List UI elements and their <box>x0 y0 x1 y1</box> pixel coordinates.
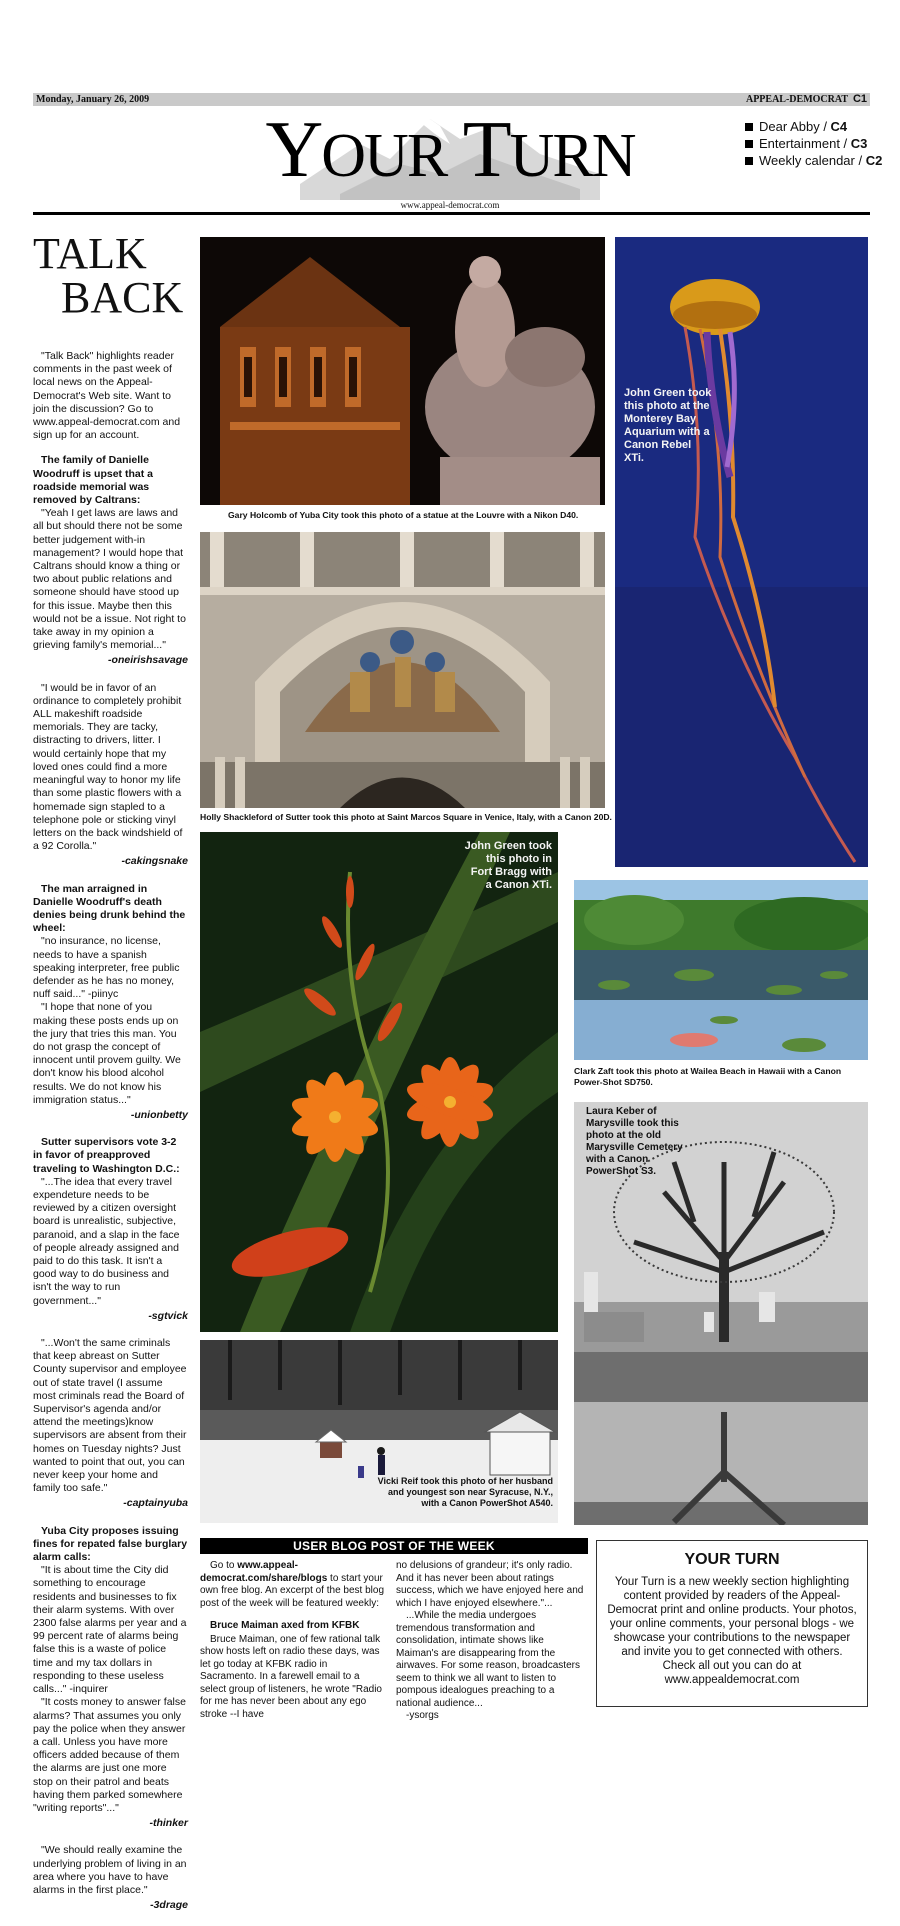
photo-jellyfish[interactable] <box>615 237 868 867</box>
comment-text: "Yeah I get laws are laws and all but should there not be some better judgement with-in management? I would hope that Caltrans should know a thing or two about public relations and someone should have stood up for this issue. Maybe then this would not be a issue. Not right to take away in my opinion a grieving family's memorial..." <box>33 507 186 652</box>
photo-caption-overlay: John Green took this photo at the Monterey Bay Aquarium with a Canon Rebel XTi. <box>624 387 712 464</box>
comment-text: "...Won't the same criminals that keep abreast on Sutter County supervisor and employee out of state travel (I assume most criminals read the Board of Supervisor's agenda and/or attend the meetings)know supervisors are absent from their homes on Tuesday nights? Just wanted to point that out, you can never keep your home and family too safe." <box>33 1337 187 1495</box>
comment-text: "It costs money to answer false alarms? That assumes you only pay the police when they answer a call. Unless you have more officers added because of them the alarms are just one more stop on their patrol and beats having them parked somewhere "writing reports"..." <box>33 1696 186 1814</box>
topic-heading: Sutter supervisors vote 3-2 in favor of preapproved traveling to Washington D.C.: <box>33 1136 180 1175</box>
topic-heading: Yuba City proposes issuing fines for repated false burglary alarm calls: <box>33 1524 188 1564</box>
comment-text: "I would be in favor of an ordinance to completely prohibit ALL makeshift roadside memorials. They are tacky, distracting to drivers, litter. I would certainly hope that my loved ones could find a more meaningful way to honor my life than some plastic flowers with a homemade sign stapled to a telephone pole or sticking vinyl letters on the back windshield of a 92 Corolla." <box>33 681 183 853</box>
your-turn-box-text: Your Turn is a new weekly section highlighting content provided by readers of the Appeal-Democrat print and online products. Your photos, your online comments, your personal blogs - we showcase your contributions to the newspaper and invite you to get connected with others. Check all out you can do at www.appealdemocrat.com <box>607 1576 857 1686</box>
photo-caption: Gary Holcomb of Yuba City took this photo of a statue at the Louvre with a Nikon D40. <box>228 510 579 520</box>
photo-louvre-statue[interactable] <box>200 237 605 505</box>
photo-cemetery[interactable] <box>574 1102 868 1525</box>
comment-text: "We should really examine the underlying problem of living in an area where you have to have alarms in the first place." <box>33 1844 187 1896</box>
talk-back-title: TALK BACK <box>33 229 184 322</box>
blog-author: -ysorgs <box>406 1710 439 1721</box>
page-number: C1 <box>852 93 867 105</box>
blog-column-1 <box>200 1560 385 1721</box>
comment-author: -captainyuba <box>123 1497 188 1510</box>
blog-body: no delusions of grandeur; it's only radio. And it has never been about ratings success, which we have enjoyed here and which I have enjoyed elsewhere."... <box>396 1560 584 1609</box>
blog-body: Bruce Maiman, one of few rational talk show hosts left on radio these days, was let go today at KFBK radio in Sacramento. In a farewell email to a select group of listeners, he wrote "Radio for me has never been about any ego stroke --I have <box>200 1633 382 1720</box>
section-link-entertainment[interactable]: Entertainment / C3 <box>745 135 885 152</box>
your-turn-box-title: YOUR TURN <box>684 1551 780 1568</box>
masthead-rule <box>33 212 870 215</box>
photo-snow-family[interactable] <box>200 1340 558 1523</box>
photo-hawaii-pond[interactable] <box>574 880 868 1060</box>
comment-text: "...The idea that every travel expendeture needs to be reviewed by a citizen oversight board is unrealistic, subjective, paranoid, and a slap in the face of people already assigned and paid to do this task. It isn't a good way to do business and isn't the way to run government..." <box>33 1175 180 1307</box>
section-link-dear-abby[interactable]: Dear Abby / C4 <box>745 118 885 135</box>
photo-caption-overlay: John Green took this photo in Fort Bragg with a Canon XTi. <box>464 840 552 891</box>
topic-heading: The family of Danielle Woodruff is upset that a roadside memorial was removed by Caltrans: <box>33 454 153 507</box>
comment-author: -oneirishsavage <box>108 654 188 667</box>
photo-caption-overlay: Vicki Reif took this photo of her husband and youngest son near Syracuse, N.Y., with a Canon PowerShot A540. <box>377 1476 553 1508</box>
blog-column-2 <box>396 1560 588 1723</box>
blog-section-header: USER BLOG POST OF THE WEEK <box>200 1538 588 1554</box>
blog-body: ...While the media undergoes tremendous transformation and consolidation, intimate shows like Maiman's are disappearing from the airwaves. For some reason, broadcasters seem to think we all want to listen to pompous idealogues preaching to a national audience... <box>396 1610 580 1709</box>
issue-date: Monday, January 26, 2009 <box>36 94 150 105</box>
comment-author: -cakingsnake <box>121 855 188 868</box>
comment-text: "I hope that none of you making these posts ends up on the jury that tries this man. You do not grasp the concept of innocent until provem guilty. We don't know his blood alcohol results. We do not know his immigration status..." <box>33 1001 181 1106</box>
comment-author: -3drage <box>150 1899 188 1912</box>
comment-author: -unionbetty <box>130 1108 188 1121</box>
blog-link[interactable]: www.appeal-democrat.com/share/blogs <box>200 1560 328 1584</box>
comment-text: "It is about time the City did something to encourage residents and businesses to fix their alarm systems. With over 2300 false alarms per year and a 99 percent rate of alarms being false this is a waste of police time and my tax dollars in responding to these useless calls..." -inquirer <box>33 1564 187 1696</box>
bullet-square-icon <box>745 140 753 148</box>
photo-caption: Clark Zaft took this photo at Wailea Beach in Hawaii with a Canon Power-Shot SD750. <box>574 1066 842 1087</box>
sections-index <box>745 118 885 169</box>
your-turn-info-box <box>596 1540 868 1707</box>
comment-author: -sgtvick <box>148 1309 188 1322</box>
paper-name: APPEAL-DEMOCRAT <box>745 94 848 105</box>
comment-text: "no insurance, no license, needs to have a spanish speaking interpreter, free public defender as he has no money, nuff said..." -piinyc <box>33 935 180 1001</box>
blog-intro: Go to www.appeal-democrat.com/share/blogs to start your own free blog. An excerpt of the best blog post of the week will be featured weekly: <box>200 1560 385 1609</box>
topic-heading: The man arraigned in Danielle Woodruff's death denies being drunk behind the wheel: <box>33 882 186 935</box>
talk-back-intro: "Talk Back" highlights reader comments in the past week of local news on the Appeal-Democrat's Web site. Want to join the discussion? Go to www.appeal-democrat.com and sign up for an account. <box>33 350 181 442</box>
photo-venice-square[interactable] <box>200 532 605 808</box>
website-url[interactable]: www.appeal-democrat.com <box>400 200 500 210</box>
blog-headline: Bruce Maiman axed from KFBK <box>210 1620 360 1631</box>
section-link-weekly-calendar[interactable]: Weekly calendar / C2 <box>745 152 885 169</box>
bullet-square-icon <box>745 157 753 165</box>
bullet-square-icon <box>745 123 753 131</box>
section-title: YOUR TURN <box>265 106 635 194</box>
photo-flower[interactable] <box>200 832 558 1332</box>
talk-back-column <box>33 350 188 1926</box>
comment-author: -thinker <box>149 1817 188 1830</box>
photo-caption: Holly Shackleford of Sutter took this photo at Saint Marcos Square in Venice, Italy, with a Canon 20D. <box>200 812 612 822</box>
photo-caption-overlay: Laura Keber of Marysville took this photo at the old Marysville Cemetery with a Canon PowerShot S3. <box>586 1106 683 1177</box>
